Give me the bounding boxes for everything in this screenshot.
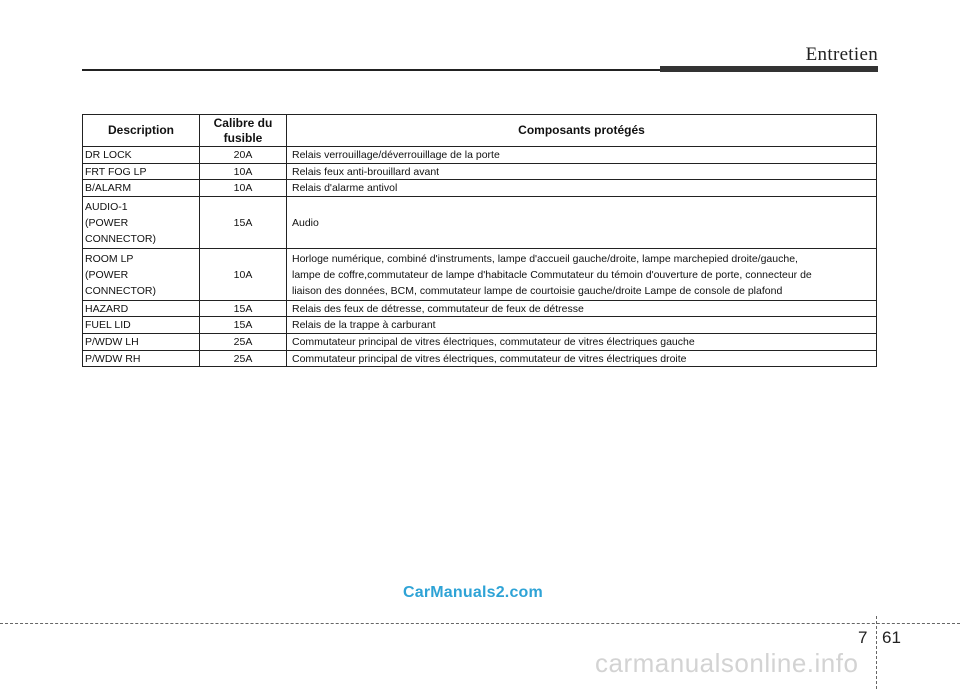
table-row xyxy=(83,147,877,164)
footer-page-divider xyxy=(876,616,877,689)
cell-rating: 20A xyxy=(200,147,287,164)
cell-description-line: P/WDW LH xyxy=(85,335,139,348)
cell-rating: 25A xyxy=(200,333,287,350)
cell-components xyxy=(287,180,877,197)
page-header-title: Entretien xyxy=(805,44,878,65)
table-row xyxy=(83,300,877,317)
cell-rating: 25A xyxy=(200,350,287,367)
cell-description-line: (POWER xyxy=(85,268,129,281)
cell-rating: 10A xyxy=(200,163,287,180)
cell-components-line: Relais des feux de détresse, commutateur de feux de détresse xyxy=(292,302,584,315)
table-row xyxy=(83,163,877,180)
cell-description-line: B/ALARM xyxy=(85,182,132,195)
cell-rating: 15A xyxy=(200,317,287,334)
cell-components xyxy=(287,196,877,248)
fuse-table-body xyxy=(83,147,877,367)
header-rating-line2: du fusible xyxy=(223,115,273,145)
cell-components-line: Commutateur principal de vitres électriques, commutateur de vitres électriques gauche xyxy=(292,335,695,348)
watermark-carmanuals2: CarManuals2.com xyxy=(403,584,543,601)
cell-components xyxy=(287,248,877,300)
table-row xyxy=(83,350,877,367)
footer-watermark: carmanualsonline.info xyxy=(595,648,859,678)
cell-description-line: P/WDW RH xyxy=(85,352,141,365)
table-row xyxy=(83,317,877,334)
cell-description-line: AUDIO-1 xyxy=(85,200,128,213)
cell-rating: 10A xyxy=(200,248,287,300)
cell-description xyxy=(83,350,200,367)
cell-description xyxy=(83,147,200,164)
header-rule-thin xyxy=(82,69,660,71)
header-rule-thick xyxy=(660,66,878,72)
cell-components xyxy=(287,300,877,317)
cell-components xyxy=(287,147,877,164)
cell-components-line: Commutateur principal de vitres électriques, commutateur de vitres électriques droite xyxy=(292,352,687,365)
cell-components-line: liaison des données, BCM, commutateur lampe de courtoisie gauche/droite Lampe de console de plafond xyxy=(292,284,783,297)
cell-rating: 10A xyxy=(200,180,287,197)
footer-dashed-rule xyxy=(0,623,960,624)
table-row xyxy=(83,196,877,248)
cell-description-line: CONNECTOR) xyxy=(85,232,156,245)
cell-description-line: ROOM LP xyxy=(85,252,134,265)
cell-description xyxy=(83,163,200,180)
header-rating xyxy=(200,115,287,147)
header-rating-line1: Calibre xyxy=(213,115,255,130)
table-row xyxy=(83,333,877,350)
page-number: 61 xyxy=(882,628,901,647)
cell-description xyxy=(83,196,200,248)
cell-description xyxy=(83,180,200,197)
table-header-row xyxy=(83,115,877,147)
cell-rating: 15A xyxy=(200,196,287,248)
cell-components-line: Relais feux anti-brouillard avant xyxy=(292,165,440,178)
cell-description-line: FUEL LID xyxy=(85,319,131,332)
cell-description xyxy=(83,333,200,350)
table-row xyxy=(83,248,877,300)
cell-components-line: Relais d'alarme antivol xyxy=(292,182,398,195)
cell-components-line: Audio xyxy=(292,216,319,229)
cell-components xyxy=(287,350,877,367)
cell-description-line: FRT FOG LP xyxy=(85,165,147,178)
cell-description xyxy=(83,248,200,300)
header-description: Description xyxy=(83,115,200,147)
table-row xyxy=(83,180,877,197)
cell-description-line: (POWER xyxy=(85,216,129,229)
cell-components xyxy=(287,163,877,180)
cell-components-line: lampe de coffre,commutateur de lampe d'habitacle Commutateur du témoin d'ouverture de porte, connecteur de xyxy=(292,268,812,281)
chapter-number: 7 xyxy=(858,628,868,647)
cell-description-line: DR LOCK xyxy=(85,149,132,161)
cell-components-line: Relais de la trappe à carburant xyxy=(292,319,436,332)
cell-description-line: HAZARD xyxy=(85,302,129,315)
cell-description-line: CONNECTOR) xyxy=(85,284,156,297)
cell-components xyxy=(287,333,877,350)
cell-components xyxy=(287,317,877,334)
fuse-table xyxy=(82,114,877,367)
cell-components-line: Horloge numérique, combiné d'instruments, lampe d'accueil gauche/droite, lampe marchepied droite/gauche, xyxy=(292,252,798,265)
header-components: Composants protégés xyxy=(287,115,877,147)
cell-description xyxy=(83,317,200,334)
cell-components-line: Relais verrouillage/déverrouillage de la porte xyxy=(292,149,500,161)
cell-rating: 15A xyxy=(200,300,287,317)
cell-description xyxy=(83,300,200,317)
